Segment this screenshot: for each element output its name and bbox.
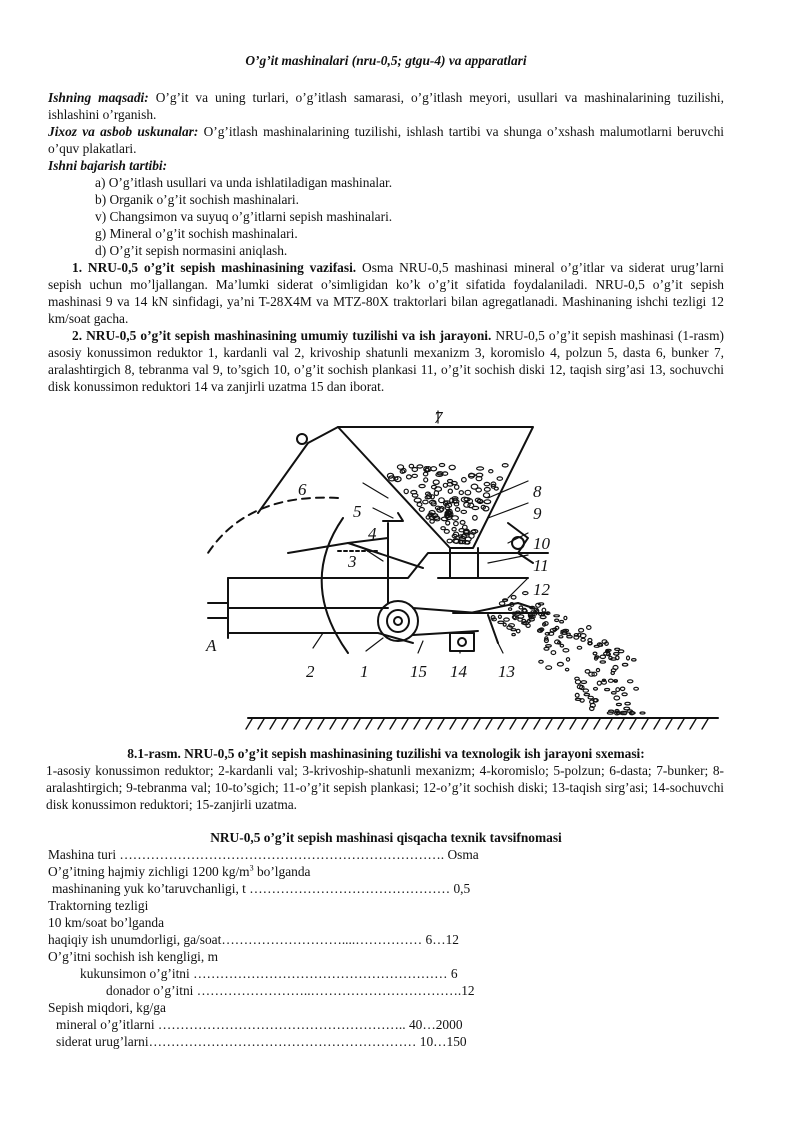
section2-heading: 2. NRU-0,5 o’g’it sepish mashinasining umumiy tuzilishi va ish jarayoni. [72,328,492,343]
granule-mark [594,699,597,702]
spec-row: kukunsimon o’g’itni ………………………………………………… 6 [80,966,458,981]
spec-row: siderat urug’larni…………………………………………………… 10…150 [56,1034,467,1049]
ground-hatch-mark [402,719,408,729]
granule-mark [498,615,501,618]
granule-mark [587,626,591,630]
granule-mark [551,651,556,655]
granule-mark [512,634,515,636]
granule-mark [563,649,569,652]
granule-mark [476,488,481,492]
figure-label: 4 [368,524,377,543]
granule-mark [424,478,428,482]
ground-hatch-mark [270,719,276,729]
figure-label: 15 [410,662,427,681]
figure-label: 8 [533,482,542,501]
granule-mark [555,619,559,621]
granule-mark [499,602,504,606]
granule-mark [477,467,484,470]
specs-title: NRU-0,5 o’g’it sepish mashinasi qisqacha texnik tavsifnomasi [210,830,562,845]
granule-mark [433,480,439,484]
ground-hatch-mark [690,719,696,729]
spec-row: mineral o’g’itlarni ……………………………………………….. 40…2000 [56,1017,463,1032]
list-item: b) Organik o’g’it sochish mashinalari. [95,192,299,207]
granule-mark [632,659,636,661]
spec-row: haqiqiy ish unumdorligi, ga/soat………………………....…………… 6…12 [48,932,460,947]
granule-mark [511,629,516,631]
granule-mark [460,521,465,525]
granule-mark [484,482,489,485]
granule-mark [417,465,423,468]
granule-mark [559,636,563,638]
ground-hatch-mark [426,719,432,729]
procedure-steps [48,174,724,259]
spec-row: Traktorning tezligi [48,898,149,913]
equipment-label: Jixoz va asbob uskunalar: [48,124,199,139]
granule-mark [590,707,594,711]
equipment-text: O’g’itlash mashinalarining tuzilishi, ishlash tartibi va shunga o’xshash malumotlarni beruvchi o’quv plakatlari. [48,124,724,156]
ground-hatch-mark [306,719,312,729]
granule-mark [423,472,427,476]
granule-mark [557,662,563,666]
granule-mark [584,694,589,696]
granule-mark [565,668,568,671]
granule-mark [419,485,425,488]
ground-hatch-mark [330,719,336,729]
spec-row: donador o’g’itni ……………………..…………………………….12 [106,983,475,998]
granule-mark [546,666,552,670]
granule-mark [575,693,579,697]
figure-label: 7 [434,408,443,427]
granule-mark [581,638,585,641]
granule-mark [622,663,627,666]
granule-mark [564,616,567,619]
granule-mark [497,477,502,480]
granule-mark [602,680,607,684]
spec-row: 10 km/soat bo’lganda [48,915,165,930]
ground-hatch-mark [546,719,552,729]
figure-label: 14 [450,662,467,681]
granule-mark [423,500,428,504]
granule-mark [567,633,571,635]
granule-mark [544,647,549,650]
ground-hatch-mark [702,719,708,729]
list-item: d) O’g’it sepish normasini aniqlash. [95,243,288,258]
granule-mark [516,629,520,633]
ground-hatch-mark [498,719,504,729]
purpose-label: Ishning maqsadi: [48,90,149,105]
granule-mark [594,688,598,691]
figure-label: 9 [533,504,542,523]
granule-mark [454,522,459,526]
granule-mark [560,621,564,623]
granule-mark [612,692,617,694]
granule-mark [489,470,493,473]
granule-mark [444,530,449,534]
machine-schematic-figure [48,403,724,743]
granule-mark [473,516,478,521]
ground-hatch-mark [438,719,444,729]
ground-hatch-mark [678,719,684,729]
granule-mark [462,478,467,482]
figure-label: 6 [298,480,307,499]
granule-mark [498,621,504,623]
granule-mark [539,660,543,663]
granule-mark [640,712,645,714]
granule-mark [542,608,546,612]
figure-label: 5 [353,502,362,521]
granule-mark [446,521,450,525]
figure-label: 2 [306,662,315,681]
granule-mark [585,670,590,674]
granule-mark [512,616,515,619]
ground-hatch-mark [354,719,360,729]
figure-label: 3 [348,552,357,571]
granule-mark [567,636,572,638]
granule-mark [611,672,614,675]
granule-mark [449,465,455,469]
granule-mark [600,655,605,658]
list-item: g) Mineral o’g’it sochish mashinalari. [95,226,298,241]
granule-mark [494,487,498,490]
ground-hatch-mark [282,719,288,729]
figure-label: 1 [360,662,369,681]
spec-row: Mashina turi ………………………………………………………………. Osma [48,847,479,862]
spec-row-sup: 3 [249,863,254,873]
granule-mark [412,474,417,477]
granule-mark [581,681,587,684]
granule-mark [439,464,444,467]
ground-hatch-mark [390,719,396,729]
granule-mark [509,608,512,610]
ground-hatch-mark [534,719,540,729]
specs-list [48,846,724,1050]
granule-mark [511,596,516,600]
granule-mark [554,615,560,617]
granule-mark [407,475,412,479]
granule-mark [448,489,452,493]
granule-mark [575,680,580,684]
figure-label: A [206,636,217,655]
ground-hatch-mark [642,719,648,729]
ground-hatch-mark [258,719,264,729]
granule-mark [560,644,563,647]
ground-hatch-mark [522,719,528,729]
procedure-label: Ishni bajarish tartibi: [48,158,168,173]
granule-mark [593,652,597,655]
granule-mark [588,639,592,642]
list-item: v) Changsimon va suyuq o’g’itlarni sepish mashinalari. [95,209,393,224]
ground-hatch-mark [510,719,516,729]
ground-hatch-mark [570,719,576,729]
spec-row [48,863,724,880]
granule-mark [504,618,510,621]
spec-row: O’g’itni sochish ish kengligi, m [48,949,218,964]
granule-mark [546,645,552,647]
ground-hatch-mark [366,719,372,729]
ground-hatch-mark [462,719,468,729]
granule-mark [465,490,471,495]
granule-mark [441,527,445,530]
section1-text: Osma NRU-0,5 mashinasi mineral o’g’itlar va siderat urug’larni sepish uchun mo’ljallangan. Ma’lumki siderat o’simligidan ko’k o’g’it sifatida foydalaniladi. NRU-0,5 o’g’it sepish mashinasi 9 va 14 kN sinfidagi, ya’ni T-28X4M va MTZ-80X traktorlari bilan agregatlanadi. Mashinaning ishchi tezligi 12 km/soat gacha. [48,260,724,326]
ground-hatch-mark [414,719,420,729]
granule-mark [404,489,408,493]
document-page [48,52,724,1050]
ground-hatch-mark [666,719,672,729]
ground-hatch-mark [618,719,624,729]
section2-paragraph [48,327,724,395]
granule-mark [417,503,422,507]
ground-hatch-mark [630,719,636,729]
granule-mark [615,648,620,650]
figure-label: 12 [533,580,550,599]
ground-hatch-mark [486,719,492,729]
granule-mark [614,653,619,656]
figure-label: 13 [498,662,515,681]
granule-mark [616,703,621,705]
figure-caption-text: 1-asosiy konussimon reduktor; 2-kardanli val; 3-krivoship-shatunli mexanizm; 4-koromislo; 5-polzun; 6-dasta; 7-bunker; 8-aralashtirgich; 9-tebranma val; 10-to’sgich; 11-o’g’it sepish plankasi; 12-o’g’it sochish diski; 13-taqish sirg’asi; 14-sochuvchi disk konussimon reduktori; 15-zanjirli uzatma. [46,763,724,812]
granule-mark [583,689,588,692]
granule-mark [439,498,445,503]
granule-mark [430,520,434,524]
granule-mark [411,491,417,494]
granule-mark [634,687,639,690]
granule-mark [628,680,633,683]
ground-hatch-mark [318,719,324,729]
granule-mark [459,491,463,495]
ground-hatch-mark [558,719,564,729]
granule-mark [620,687,624,690]
granule-mark [483,493,489,498]
granule-mark [419,508,424,512]
granule-mark [588,696,593,699]
granule-mark [577,646,581,649]
granule-mark [627,656,630,660]
ground-hatch-mark [474,719,480,729]
granule-mark [447,539,452,543]
granule-mark [596,669,599,672]
granule-mark [605,689,610,691]
granule-mark [614,696,620,700]
spec-row: mashinaning yuk ko’taruvchanligi, t ……………………………………… 0,5 [52,881,471,896]
granule-mark [600,661,605,663]
ground-hatch-mark [450,719,456,729]
granule-mark [523,592,528,595]
section1-paragraph [48,259,724,327]
granule-mark [622,693,627,696]
granule-mark [566,658,569,661]
granule-mark [455,508,459,512]
granule-mark [609,679,614,682]
granule-mark [455,485,459,489]
spec-row-tail: bo’lganda [253,864,311,879]
figure-label: 11 [533,556,549,575]
purpose-paragraph [48,89,724,123]
granule-mark [597,681,601,685]
ground-hatch-mark [582,719,588,729]
purpose-text: O’g’it va uning turlari, o’g’itlash samarasi, o’g’itlash meyori, usullari va mashinalarining tuzilishi, ishlashini o’rganish. [48,90,724,122]
granule-mark [519,606,523,609]
granule-mark [616,688,620,692]
machine-schematic-drawing [188,403,728,739]
granule-mark [484,500,491,504]
spec-row: Sepish miqdori, kg/ga [48,1000,166,1015]
granule-mark [484,488,490,492]
granule-mark [452,528,456,531]
ground-hatch-mark [294,719,300,729]
granule-mark [625,702,630,705]
granule-mark [412,468,417,472]
granule-mark [540,616,546,619]
document-title: O’g’it mashinalari (nru-0,5; gtgu-4) va apparatlari [245,53,527,68]
ground-hatch-mark [342,719,348,729]
figure-caption-title: 8.1-rasm. NRU-0,5 o’g’it sepish mashinasining tuzilishi va texnologik ish jarayoni sxemasi: [127,746,645,761]
granule-mark [414,498,421,502]
granule-mark [502,464,508,467]
ground-hatch-mark [378,719,384,729]
section1-heading: 1. NRU-0,5 o’g’it sepish mashinasining vazifasi. [72,260,357,275]
ground-hatch-mark [246,719,252,729]
spec-row-text: O’g’itning hajmiy zichligi 1200 kg/m [48,864,250,879]
granule-mark [579,629,584,633]
ground-hatch-mark [654,719,660,729]
section2-text: NRU-0,5 o’g’it sepish mashinasi (1-rasm) asosiy konussimon reduktor 1, kardanli val 2, krivoship shatunli mexanizm 3, koromislo 4, polzun 5, dasta 6, bunker 7, aralashtirgich 8, tebranma val 9, to’sgich 10, o’g’it sochish plankasi 11, o’g’it sochish diski 12, taqish sirg’asi 13, sochuvchi disk konussimon reduktori 14 va zanjirli uzatma 15 dan iborat. [48,328,724,394]
equipment-paragraph [48,123,724,157]
granule-mark [461,510,466,513]
ground-hatch-mark [606,719,612,729]
granule-mark [426,516,430,519]
list-item: a) O’g’itlash usullari va unda ishlatiladigan mashinalar. [95,175,393,190]
ground-hatch-mark [594,719,600,729]
figure-label: 10 [533,534,550,553]
granule-mark [609,710,614,712]
